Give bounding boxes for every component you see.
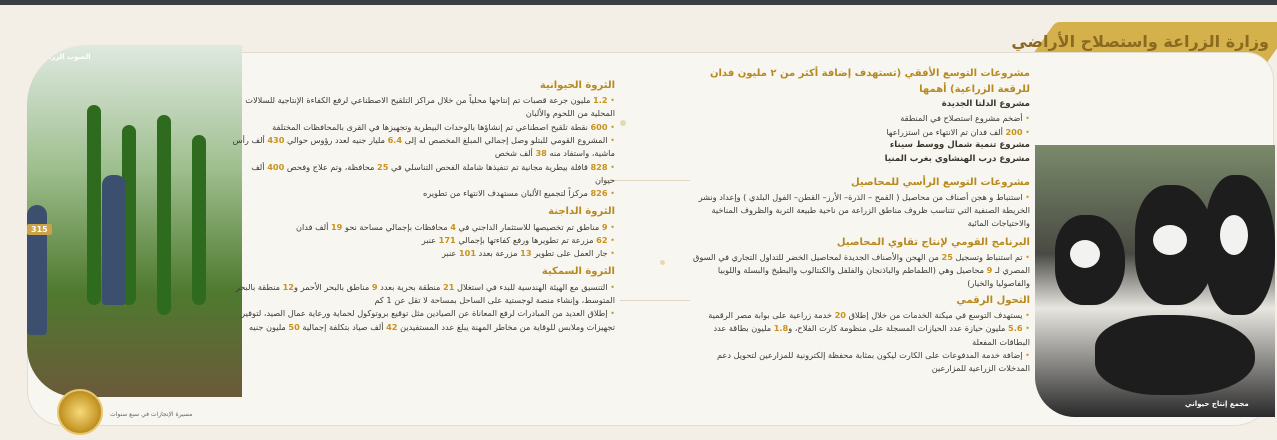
list-item: • أضخم مشروع استصلاح في المنطقة — [690, 112, 1030, 125]
worker-figure — [102, 175, 126, 305]
list-item: • 62 مزرعة تم تطويرها ورفع كفاءتها بإجمالي 171 عنبر — [230, 234, 615, 247]
list-item: • 1.2 مليون جرعة قصبات تم إنتاجها محلياً من خلال مراكز التلقيح الاصطناعي لرفع الكفاءة الإنتاجية للسلالات المحلية من اللحوم والألبان — [230, 94, 615, 121]
list-item: • إضافة خدمة المدفوعات على الكارت ليكون بمثابة محفظة إلكترونية للمزارعين لتحويل دعم المدخلات الزراعية للمزارعين — [690, 349, 1030, 376]
left-column — [230, 78, 615, 334]
delta-subheading: مشروع الدلتا الجديدة — [941, 99, 1030, 110]
plant-shape — [192, 135, 206, 305]
cow-patch — [1153, 225, 1187, 255]
plant-shape — [87, 105, 101, 305]
list-item: • 600 نقطة تلقيح اصطناعي تم إنشاؤها بالوحدات البيطرية وتجهيزها في القرى بالمحافظات المختلفة — [230, 121, 615, 134]
decor-line — [620, 300, 690, 301]
page-title: وزارة الزراعة واستصلاح الأراضي — [1011, 32, 1269, 51]
horizontal-heading: مشروعات التوسع الأفقي (تستهدف إضافة أكثر من ٢ مليون فدان للرقعة الزراعية) أهمها — [709, 68, 1030, 96]
minya-subheading: مشروع درب الهنشاوي بغرب المنيا — [884, 153, 1030, 164]
decor-dot — [660, 260, 665, 265]
decor-dot — [620, 120, 626, 126]
list-item: • يستهدف التوسع في ميكنة الخدمات من خلال إطلاق 20 خدمة زراعية على بوابة مصر الرقمية — [690, 309, 1030, 322]
plant-shape — [157, 115, 171, 315]
fish-heading: الثروة السمكية — [541, 266, 615, 278]
list-item: • 5.6 مليون حيازة عدد الحيازات المسجلة على منظومة كارت الفلاح، و1.8 مليون بطاقة عدد البطاقات المفعلة — [690, 322, 1030, 349]
poultry-heading: الثروة الداجنة — [548, 206, 615, 218]
vertical-heading: مشروعات التوسع الرأسي للمحاصيل — [850, 176, 1030, 188]
list-item: • 826 مركزاً لتجميع الألبان مستهدف الانتهاء من تطويره — [230, 187, 615, 200]
digital-heading: التحول الرقمي — [956, 294, 1030, 306]
cattle-photo — [1035, 145, 1275, 417]
cow-patch — [1220, 215, 1248, 255]
list-item: • المشروع القومي للبتلو وصل إجمالي المبلغ المخصص له إلى 6.4 مليار جنيه لعدد رؤوس حوالي 430 ألف رأس ماشية، واستفاد منه 38 ألف شخص — [230, 134, 615, 161]
list-item: • 200 ألف فدان تم الانتهاء من استزراعها — [690, 126, 1030, 139]
animal-heading: الثروة الحيوانية — [539, 80, 615, 91]
seeds-heading: البرنامج القومي لإنتاج تقاوي المحاصيل — [836, 236, 1030, 248]
page-number: 315 — [27, 224, 52, 235]
list-item: • تم استنباط وتسجيل 25 من الهجن والأصناف الجديدة لمحاصيل الخضر للتداول التجاري في السوق المصري لـ 9 محاصيل وهي (الطماطم والباذنجان والفلفل والكنتالوب والبطيخ والبسلة واللوبيا والفاصوليا والخيار) — [690, 251, 1030, 291]
photo-right-caption: مجمع إنتاج حيواني — [1185, 400, 1249, 408]
cow-shape — [1095, 315, 1255, 395]
list-item: • التنسيق مع الهيئة الهندسية للبدء في استغلال 21 منطقة بحرية بعدد 9 مناطق بالبحر الأحمر و12 منطقة بالبحر المتوسط، وإنشاء منصة لوجستية على الساحل بمساحة لا تقل عن 1 كم — [230, 281, 615, 308]
greenhouse-photo — [27, 45, 242, 397]
footer-text: مسيرة الإنجازات في سبع سنوات — [110, 411, 193, 418]
list-item: • استنباط و هجن أصناف من محاصيل ( القمح – الذرة– الأرز– القطن– الفول البلدي ) وإعداد ونشر الخريطة الصنفية التي تتناسب ظروف مناطق الزراعة من ناحية طبيعة التربة والظروف المناخية والاحتياجات المائية — [690, 191, 1030, 231]
photo-left-caption: الصوب الزراعية — [37, 53, 91, 61]
cow-patch — [1070, 240, 1100, 268]
egypt-emblem-logo — [57, 389, 103, 435]
sinai-subheading: مشروع تنمية شمال ووسط سيناء — [889, 139, 1030, 150]
list-item: • إطلاق العديد من المبادرات لرفع المعاناة عن الصيادين مثل توقيع بروتوكول لحماية ورعاية عمال الصيد، لتوفير تجهيزات وملابس للوقاية من مخاطر المهنة يبلغ عدد المستفيدين 42 ألف صياد بتكلفة إجمالية 50 مليون جنيه — [230, 307, 615, 334]
right-column — [690, 66, 1030, 375]
list-item: • 9 مناطق تم تخصيصها للاستثمار الداجني في 4 محافظات بإجمالي مساحة نحو 19 ألف فدان — [230, 221, 615, 234]
list-item: • 828 قافلة بيطرية مجانية تم تنفيذها شاملة الفحص التناسلي في 25 محافظة، وتم علاج وفحص 400 ألف حيوان — [230, 161, 615, 188]
list-item: • جار العمل على تطوير 13 مزرعة بعدد 101 عنبر — [230, 247, 615, 260]
